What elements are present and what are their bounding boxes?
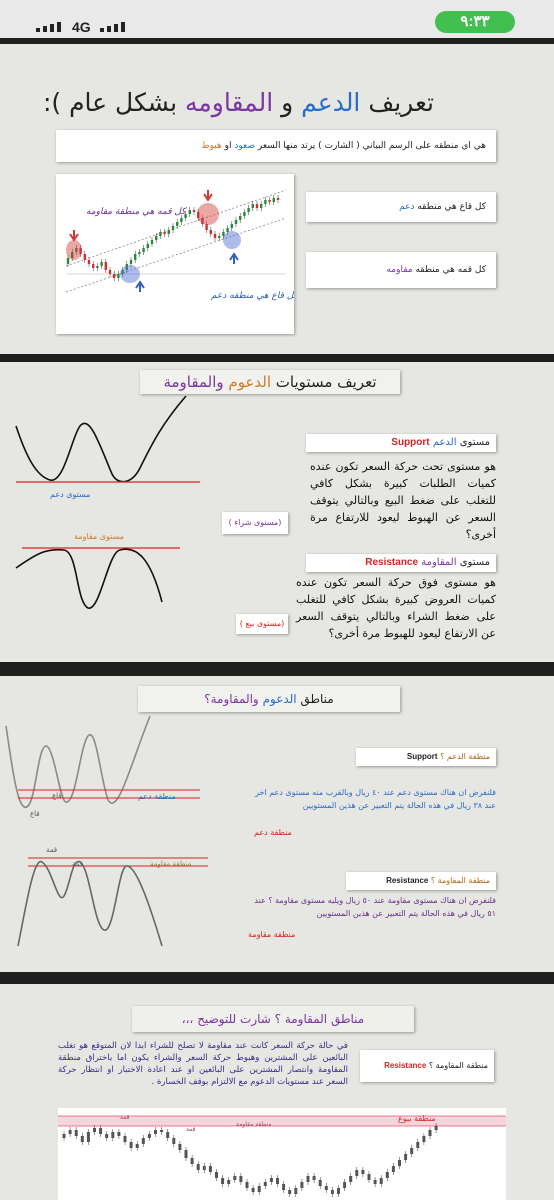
trough-label: قاع [52,792,62,800]
support-zone-label: منطقة دعم [254,828,292,837]
candle [282,1184,285,1190]
candle [87,1132,90,1142]
candle [435,1126,438,1130]
chart-resistance-zone-label: منطقة مقاومة [236,1121,272,1128]
support-zone-heading: منطقة الدعم ؟ Support [356,748,496,766]
slide-zones [0,676,554,972]
candle [130,260,132,264]
candle [136,1144,139,1148]
candle [355,1170,358,1176]
slide-divider [0,662,554,676]
side-heading: منطقة المقاومة ؟ Resistance [360,1050,494,1082]
candle [222,232,224,236]
candle [260,204,262,208]
candle [81,1136,84,1142]
up-arrow-icon [136,282,144,292]
candle [349,1176,352,1182]
slide-divider [0,354,554,362]
candle [117,1132,120,1136]
candle [337,1188,340,1194]
candle [313,1176,316,1180]
candle [300,1182,303,1188]
support-box: كل قاع هي منطقه دعم [306,192,496,222]
candle [374,1180,377,1184]
chart-explanation: في حالة حركة السعر كانت عند مقاومة لا تصلح للشراء ابدا لان المتوقع هو تغلب البائعين على المشترين وهبوط حركة السعر والشراء يكون اما باختراق منطقة المقاومة وانتصار المشترين على البائعين او عند اعادة الاختبار او انتظار حركة السعر عند مستويات الدعوم مع الالتزام بوقف الخسارة . [58,1041,348,1087]
candle [392,1166,395,1172]
candle [288,1190,291,1194]
candle [209,1166,212,1172]
candle [210,230,212,234]
signal-strength-icon [36,22,61,32]
down-arrow-icon [204,190,212,200]
candle [148,1134,151,1138]
candle [134,254,136,260]
candle [75,1130,78,1136]
candle [93,1128,96,1132]
bottom-highlight [120,265,140,283]
candle [111,1132,114,1138]
chart-sell-zone-label: منطقة بيوع [398,1114,436,1123]
candle [151,240,153,244]
candle [252,204,254,208]
candle [69,1130,72,1134]
resistance-level-label: مستوى مقاومة [74,532,124,541]
slide-title: مناطق الدعوم والمقاومة؟ [138,686,400,712]
candle [63,1134,66,1138]
candle [168,230,170,234]
candle [307,1176,310,1182]
candle [109,270,111,274]
candle [380,1178,383,1184]
candle [67,258,69,264]
candle [239,1176,242,1182]
candle [252,1188,255,1192]
chart-support-zone-label: منطقة دعم [138,792,176,801]
candle [155,236,157,240]
price-chart-image [56,174,294,334]
slide-resistance-chart-example [0,984,554,1200]
candle [325,1186,328,1190]
candle [147,244,149,248]
candle [166,1132,169,1138]
resistance-description: هو مستوى فوق حركة السعر تكون عنده كميات العروض كبيرة بشكل كافي للتغلب على ضغط الشراء وبالتالي يتوقف السعر عن الارتفاع ليعود للهبوط مرة أخرى؟ [296,576,496,640]
support-tag: (مستوى شراء ) [222,512,288,534]
candle [100,262,102,266]
candle [386,1172,389,1178]
candle [264,200,266,204]
top-highlight [197,203,219,225]
candle [368,1174,371,1180]
candle [422,1136,425,1142]
candle [130,1142,133,1148]
resistance-zone-heading: منطقة المقاومة ؟ Resistance [346,872,496,890]
resistance-curve-diagram [0,542,200,632]
candle [331,1190,334,1194]
status-bar [0,0,554,38]
chart-resistance-zone-label: منطقة مقاومة [150,860,192,868]
candlestick-chart [56,174,294,334]
candle [92,264,94,268]
candle [361,1170,364,1174]
candle [231,224,233,228]
candle [203,1166,206,1170]
candle [176,222,178,226]
support-curve-diagram [0,396,200,506]
candle [178,1144,181,1150]
candle [233,1176,236,1180]
network-type: 4G [72,19,91,35]
support-heading: مستوى الدعم Support [306,434,496,452]
candle [221,1178,224,1184]
candle [124,1136,127,1142]
candle [294,1188,297,1194]
candle [270,1178,273,1182]
candlestick-chart-2 [58,1108,506,1200]
candle [258,1186,261,1192]
candle [96,266,98,268]
candle [256,204,258,208]
candle [159,232,161,236]
peak-label: قمة [186,1126,196,1133]
trough-label: قاع [30,810,40,818]
bottom-highlight [223,231,241,249]
candle [246,1182,249,1188]
candle [113,274,115,278]
definition-box: هي اي منطقه على الرسم البياني ( الشارت ) يرتد منها السعر صعود او هبوط [56,130,496,162]
slide-divider [0,972,554,984]
candle [218,236,220,238]
candle [163,232,165,234]
candle [404,1154,407,1160]
candle [227,1180,230,1184]
resistance-heading: مستوى المقاومة Resistance [306,554,496,572]
candle [429,1130,432,1136]
clock-pill: ٩:٣٣ [435,11,515,33]
candle [268,200,270,202]
slide-title: تعريف مستويات الدعوم والمقاومة [140,370,400,394]
candle [215,1172,218,1178]
candle [197,1164,200,1170]
candle [239,216,241,220]
candle [226,228,228,232]
candle [273,198,275,202]
candle [193,210,195,212]
peak-label: قمة [120,1114,130,1121]
candle [142,248,144,252]
candle [264,1182,267,1186]
chart-support-label: كل قاع هي منطقه دعم [211,291,294,301]
price-chart-image [58,1108,506,1200]
slide-title: مناطق المقاومة ؟ شارت للتوضيح ،،، [132,1006,414,1032]
slide-levels-definition [0,362,554,662]
resistance-zone-description: فلنفرض ان هناك مستوى مقاومة عند ٥٠ ريال ويليه مستوى مقاومة ؟ عند ٥١ ريال في هذه الحالة يتم التعبير عن هذين المستويين [254,896,496,918]
candle [88,260,90,264]
candle [117,274,119,278]
candle [398,1160,401,1166]
candle [235,220,237,224]
candle [343,1182,346,1188]
candle [185,1150,188,1158]
up-arrow-icon [230,254,238,264]
support-description: هو مستوى تحت حركة السعر تكون عنده كميات الطلبات كبيرة بشكل كافي للتغلب على ضغط البيع وبالتالي يتوقف السعر عن الهبوط ليعود للارتفاع مرة أخرى؟ [310,460,496,541]
support-zone-description: فلنفرض ان هناك مستوى دعم عند ٤٠ ريال وبالقرب منه مستوى دعم اخر عند ٣٨ ريال في هذه الحالة يتم التعبير عن هذين المستويين [255,788,496,810]
signal-strength-icon-2 [100,22,125,32]
candle [99,1128,102,1134]
candle [142,1138,145,1144]
candle [277,198,279,200]
candle [172,226,174,230]
resistance-zone-label: منطقة مقاومة [248,930,296,939]
candle [138,252,140,254]
candle [410,1148,413,1154]
candle [180,218,182,222]
slide-support-resistance-definition [0,44,554,354]
peak-label: قمة [72,860,84,868]
down-arrow-icon [70,230,78,240]
candle [276,1178,279,1184]
candle [319,1180,322,1186]
candle [84,254,86,260]
support-level-label: مستوى دعم [50,490,91,499]
slide-title: تعريف الدعم و المقاومه بشكل عام ): [42,88,434,117]
candle [214,234,216,238]
resistance-tag: (مستوى بيع ) [236,614,288,634]
candle [416,1142,419,1148]
candle [243,212,245,216]
candle [172,1138,175,1144]
candle [105,1134,108,1138]
chart-resistance-label: كل قمه هي منطقة مقاومه [86,207,186,217]
top-highlight [66,240,82,260]
candle [105,262,107,270]
peak-label: قمة [46,846,58,854]
candle [191,1158,194,1164]
candle [154,1130,157,1134]
candle [160,1130,163,1132]
candle [189,210,191,214]
resistance-box: كل قمه هي منطقه مقاومه [306,252,496,288]
candle [247,208,249,212]
